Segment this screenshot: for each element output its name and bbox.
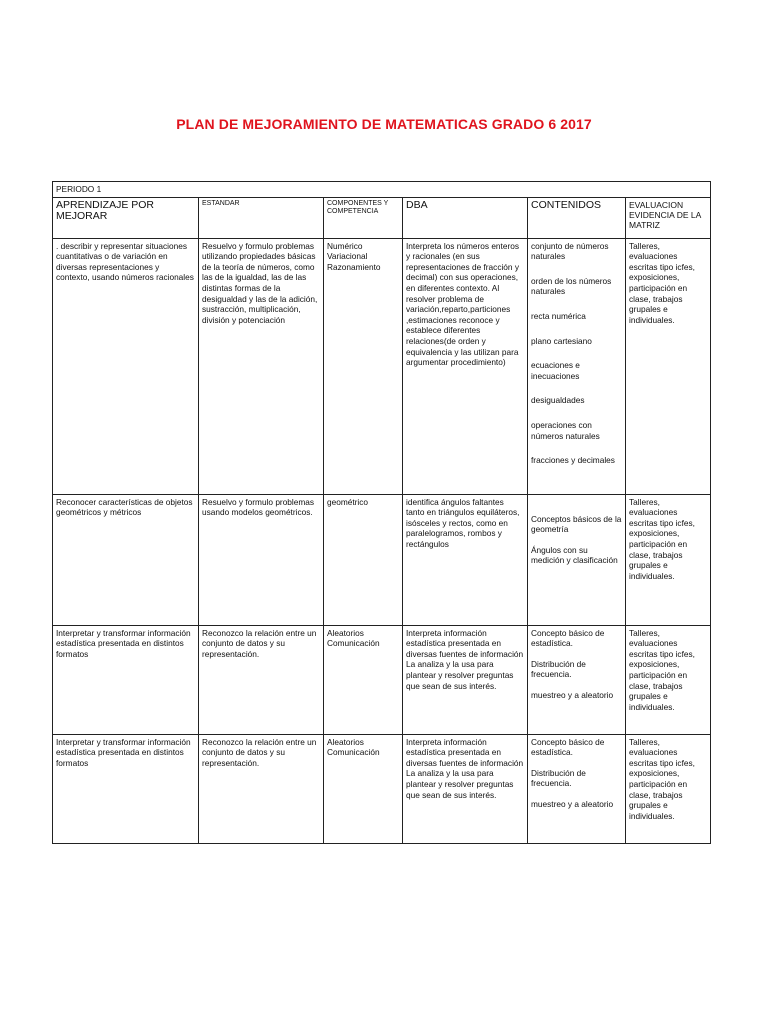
cell-estandar: Reconozco la relación entre un conjunto de datos y su representación. — [199, 625, 324, 734]
contenido-item: Concepto básico de estadística. — [531, 736, 605, 758]
header-estandar: ESTANDAR — [199, 197, 324, 238]
cell-contenidos — [528, 238, 626, 494]
contenido-item: fracciones y decimales — [531, 455, 615, 466]
cell-evaluacion: Talleres, evaluaciones escritas tipo icfes, exposiciones, participación en clase, trabajos grupales e individuales. — [626, 734, 711, 843]
cell-estandar: Resuelvo y formulo problemas utilizando propiedades básicas de la teoría de números, como las de la igualdad, las de las distintas formas de la desigualdad y las de la adición, sustracción, multiplicación, división y potenciación — [199, 238, 324, 494]
header-componentes: COMPONENTES Y COMPETENCIA — [324, 197, 403, 238]
cell-aprendizaje: Reconocer características de objetos geométricos y métricos — [53, 494, 199, 625]
cell-componentes: geométrico — [324, 494, 403, 625]
table-row — [53, 494, 711, 625]
cell-dba: Interpreta información estadística presentada en diversas fuentes de información La analiza y la usa para plantear y resolver preguntas que sean de sus interés. — [403, 734, 528, 843]
cell-contenidos — [528, 625, 626, 734]
contenido-item: Conceptos básicos de la geometría — [531, 513, 622, 535]
contenido-item: plano cartesiano — [531, 335, 592, 346]
cell-evaluacion: Talleres, evaluaciones escritas tipo icfes, exposiciones, participación en clase, trabajos grupales e individuales. — [626, 238, 711, 494]
header-row — [53, 197, 711, 238]
header-dba: DBA — [403, 197, 528, 238]
contenido-item: Distribución de frecuencia. — [531, 767, 586, 789]
cell-componentes: Aleatorios Comunicación — [324, 734, 403, 843]
contenido-item: operaciones con números naturales — [531, 419, 600, 441]
contenido-item: conjunto de números naturales — [531, 240, 609, 262]
contenido-item: Ángulos con su medición y clasificación — [531, 544, 618, 566]
cell-evaluacion: Talleres, evaluaciones escritas tipo icfes, exposiciones, participación en clase, trabajos grupales e individuales. — [626, 625, 711, 734]
table-row — [53, 238, 711, 494]
contenido-item: recta numérica — [531, 310, 586, 321]
header-contenidos: CONTENIDOS — [528, 197, 626, 238]
cell-contenidos — [528, 494, 626, 625]
header-evaluacion: EVALUACION EVIDENCIA DE LA MATRIZ — [626, 197, 711, 238]
cell-dba: Interpreta información estadística presentada en diversas fuentes de información La analiza y la usa para plantear y resolver preguntas que sean de sus interés. — [403, 625, 528, 734]
table-row — [53, 734, 711, 843]
contenido-item: ecuaciones e inecuaciones — [531, 360, 580, 381]
periodo-label: PERIODO 1 — [53, 182, 711, 198]
document-title: PLAN DE MEJORAMIENTO DE MATEMATICAS GRADO 6 2017 — [176, 116, 592, 132]
cell-evaluacion: Talleres, evaluaciones escritas tipo icfes, exposiciones, participación en clase, trabajos grupales e individuales. — [626, 494, 711, 625]
cell-aprendizaje: Interpretar y transformar información estadística presentada en distintos formatos — [53, 734, 199, 843]
contenido-item: muestreo y a aleatorio — [531, 689, 614, 700]
improvement-plan-table — [52, 181, 711, 844]
contenido-item: Distribución de frecuencia. — [531, 658, 586, 680]
cell-aprendizaje: . describir y representar situaciones cuantitativas o de variación en diversas representaciones y contexto, usando números racionales — [53, 238, 199, 494]
periodo-row — [53, 182, 711, 198]
cell-estandar: Resuelvo y formulo problemas usando modelos geométricos. — [199, 494, 324, 625]
header-aprendizaje: APRENDIZAJE POR MEJORAR — [53, 197, 199, 238]
cell-aprendizaje: Interpretar y transformar información estadística presentada en distintos formatos — [53, 625, 199, 734]
table-row — [53, 625, 711, 734]
contenido-item: orden de los números naturales — [531, 275, 612, 297]
cell-componentes: Numérico Variacional Razonamiento — [324, 238, 403, 494]
contenido-item: desigualdades — [531, 395, 585, 406]
contenido-item: muestreo y a aleatorio — [531, 798, 614, 809]
cell-contenidos — [528, 734, 626, 843]
contenido-item: Concepto básico de estadística. — [531, 627, 605, 649]
cell-estandar: Reconozco la relación entre un conjunto de datos y su representación. — [199, 734, 324, 843]
cell-dba: identifica ángulos faltantes tanto en triángulos equiláteros, isósceles y rectos, como en paralelogramos, rombos y rectángulos — [403, 494, 528, 625]
cell-componentes: Aleatorios Comunicación — [324, 625, 403, 734]
cell-dba: Interpreta los números enteros y racionales (en sus representaciones de fracción y decimal) con sus operaciones, en diferentes contexto. Al resolver problema de variación,reparto,particiones ,estimaciones reconoce y establece diferentes relaciones(de orden y equivalencia y las utilizan para argumentar procedimiento) — [403, 238, 528, 494]
